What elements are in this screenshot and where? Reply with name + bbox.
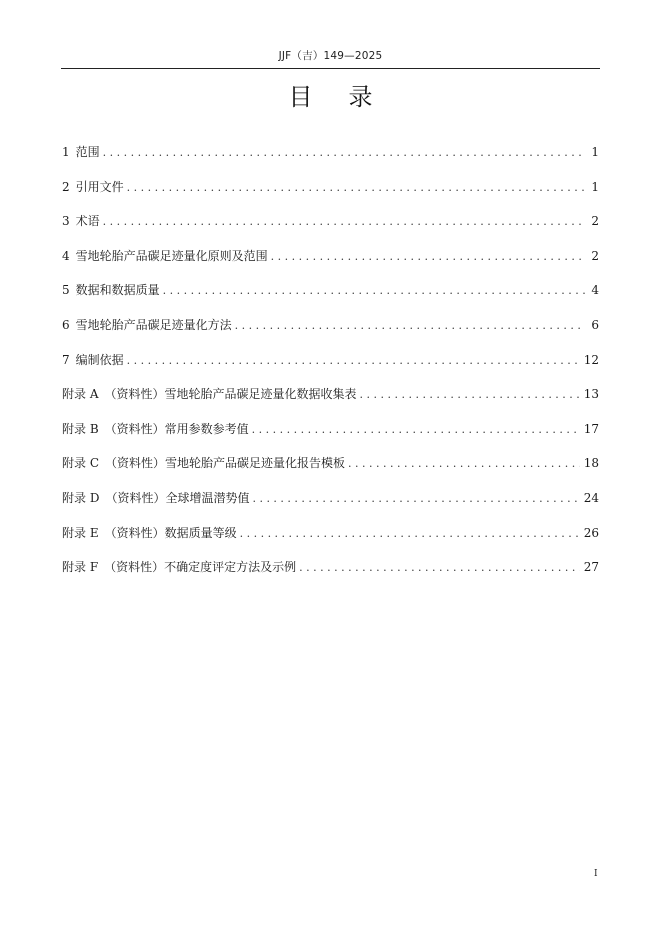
- toc-leader-dots: [163, 282, 585, 300]
- toc-entry-number: 4: [62, 248, 70, 263]
- toc-leader-dots: [103, 144, 585, 162]
- toc-entry-number: 3: [62, 214, 70, 229]
- toc-entry-label: （资料性）不确定度评定方法及示例: [104, 560, 297, 575]
- toc-leader-dots: [299, 559, 580, 577]
- toc-entry-page: 27: [583, 560, 599, 575]
- toc-entry-5[interactable]: [62, 281, 599, 316]
- toc-entry-label: 范围: [75, 145, 100, 159]
- toc-entry-appendix-d[interactable]: [62, 489, 599, 524]
- toc-entry-1[interactable]: [62, 143, 599, 178]
- toc-entry-page: 2: [591, 248, 599, 263]
- toc-entry-appendix-b[interactable]: [62, 420, 599, 455]
- toc-entry-appendix-e[interactable]: [62, 524, 599, 559]
- table-of-contents: [62, 143, 599, 593]
- toc-entry-label: 编制依据: [75, 352, 124, 367]
- toc-entry-label: 雪地轮胎产品碳足迹量化方法: [75, 317, 232, 332]
- toc-entry-number: 附录 A: [62, 387, 99, 402]
- header-divider: [61, 68, 600, 69]
- toc-entry-page: 18: [583, 456, 599, 471]
- toc-entry-page: 6: [591, 317, 599, 332]
- toc-entry-number: 附录 D: [62, 490, 100, 505]
- toc-entry-number: 7: [62, 352, 70, 367]
- toc-entry-number: 附录 F: [62, 560, 99, 575]
- toc-entry-number: 2: [62, 179, 70, 194]
- toc-entry-number: 5: [62, 283, 70, 298]
- toc-leader-dots: [271, 248, 585, 266]
- toc-entry-appendix-c[interactable]: [62, 454, 599, 489]
- toc-leader-dots: [348, 455, 580, 473]
- toc-entry-3[interactable]: [62, 212, 599, 247]
- toc-leader-dots: [127, 179, 585, 197]
- toc-entry-page: 4: [591, 283, 599, 298]
- document-header: JJF（吉）149—2025: [278, 50, 383, 62]
- toc-entry-label: 雪地轮胎产品碳足迹量化原则及范围: [75, 248, 268, 263]
- toc-leader-dots: [240, 525, 580, 543]
- toc-entry-page: 1: [591, 145, 599, 159]
- toc-entry-7[interactable]: [62, 351, 599, 386]
- toc-entry-appendix-f[interactable]: [62, 558, 599, 593]
- toc-entry-number: 附录 B: [62, 421, 99, 436]
- toc-entry-number: 1: [62, 145, 70, 159]
- toc-entry-label: （资料性）数据质量等级: [104, 525, 237, 540]
- toc-entry-number: 6: [62, 317, 70, 332]
- toc-entry-page: 17: [583, 421, 599, 436]
- toc-entry-label: 数据和数据质量: [75, 283, 160, 298]
- page-number: I: [594, 869, 598, 879]
- toc-entry-page: 26: [583, 525, 599, 540]
- toc-leader-dots: [360, 386, 580, 404]
- toc-entry-label: 术语: [75, 214, 100, 229]
- toc-entry-page: 2: [591, 214, 599, 229]
- toc-leader-dots: [252, 421, 580, 439]
- toc-entry-label: （资料性）雪地轮胎产品碳足迹量化数据收集表: [104, 387, 357, 402]
- toc-entry-6[interactable]: [62, 316, 599, 351]
- toc-entry-page: 24: [583, 490, 599, 505]
- toc-entry-2[interactable]: [62, 178, 599, 213]
- toc-leader-dots: [235, 317, 585, 335]
- toc-entry-number: 附录 E: [62, 525, 99, 540]
- toc-entry-number: 附录 C: [62, 456, 99, 471]
- toc-entry-4[interactable]: [62, 247, 599, 282]
- toc-entry-label: （资料性）全球增温潜势值: [105, 490, 250, 505]
- toc-entry-appendix-a[interactable]: [62, 385, 599, 420]
- toc-entry-page: 1: [591, 179, 599, 194]
- toc-leader-dots: [103, 213, 585, 231]
- toc-entry-page: 12: [583, 352, 599, 367]
- toc-leader-dots: [252, 490, 579, 508]
- toc-entry-label: （资料性）雪地轮胎产品碳足迹量化报告模板: [105, 456, 346, 471]
- page-title: 目录: [288, 83, 409, 111]
- toc-entry-label: （资料性）常用参数参考值: [104, 421, 249, 436]
- toc-leader-dots: [127, 352, 580, 370]
- toc-entry-label: 引用文件: [75, 179, 124, 194]
- toc-entry-page: 13: [583, 387, 599, 402]
